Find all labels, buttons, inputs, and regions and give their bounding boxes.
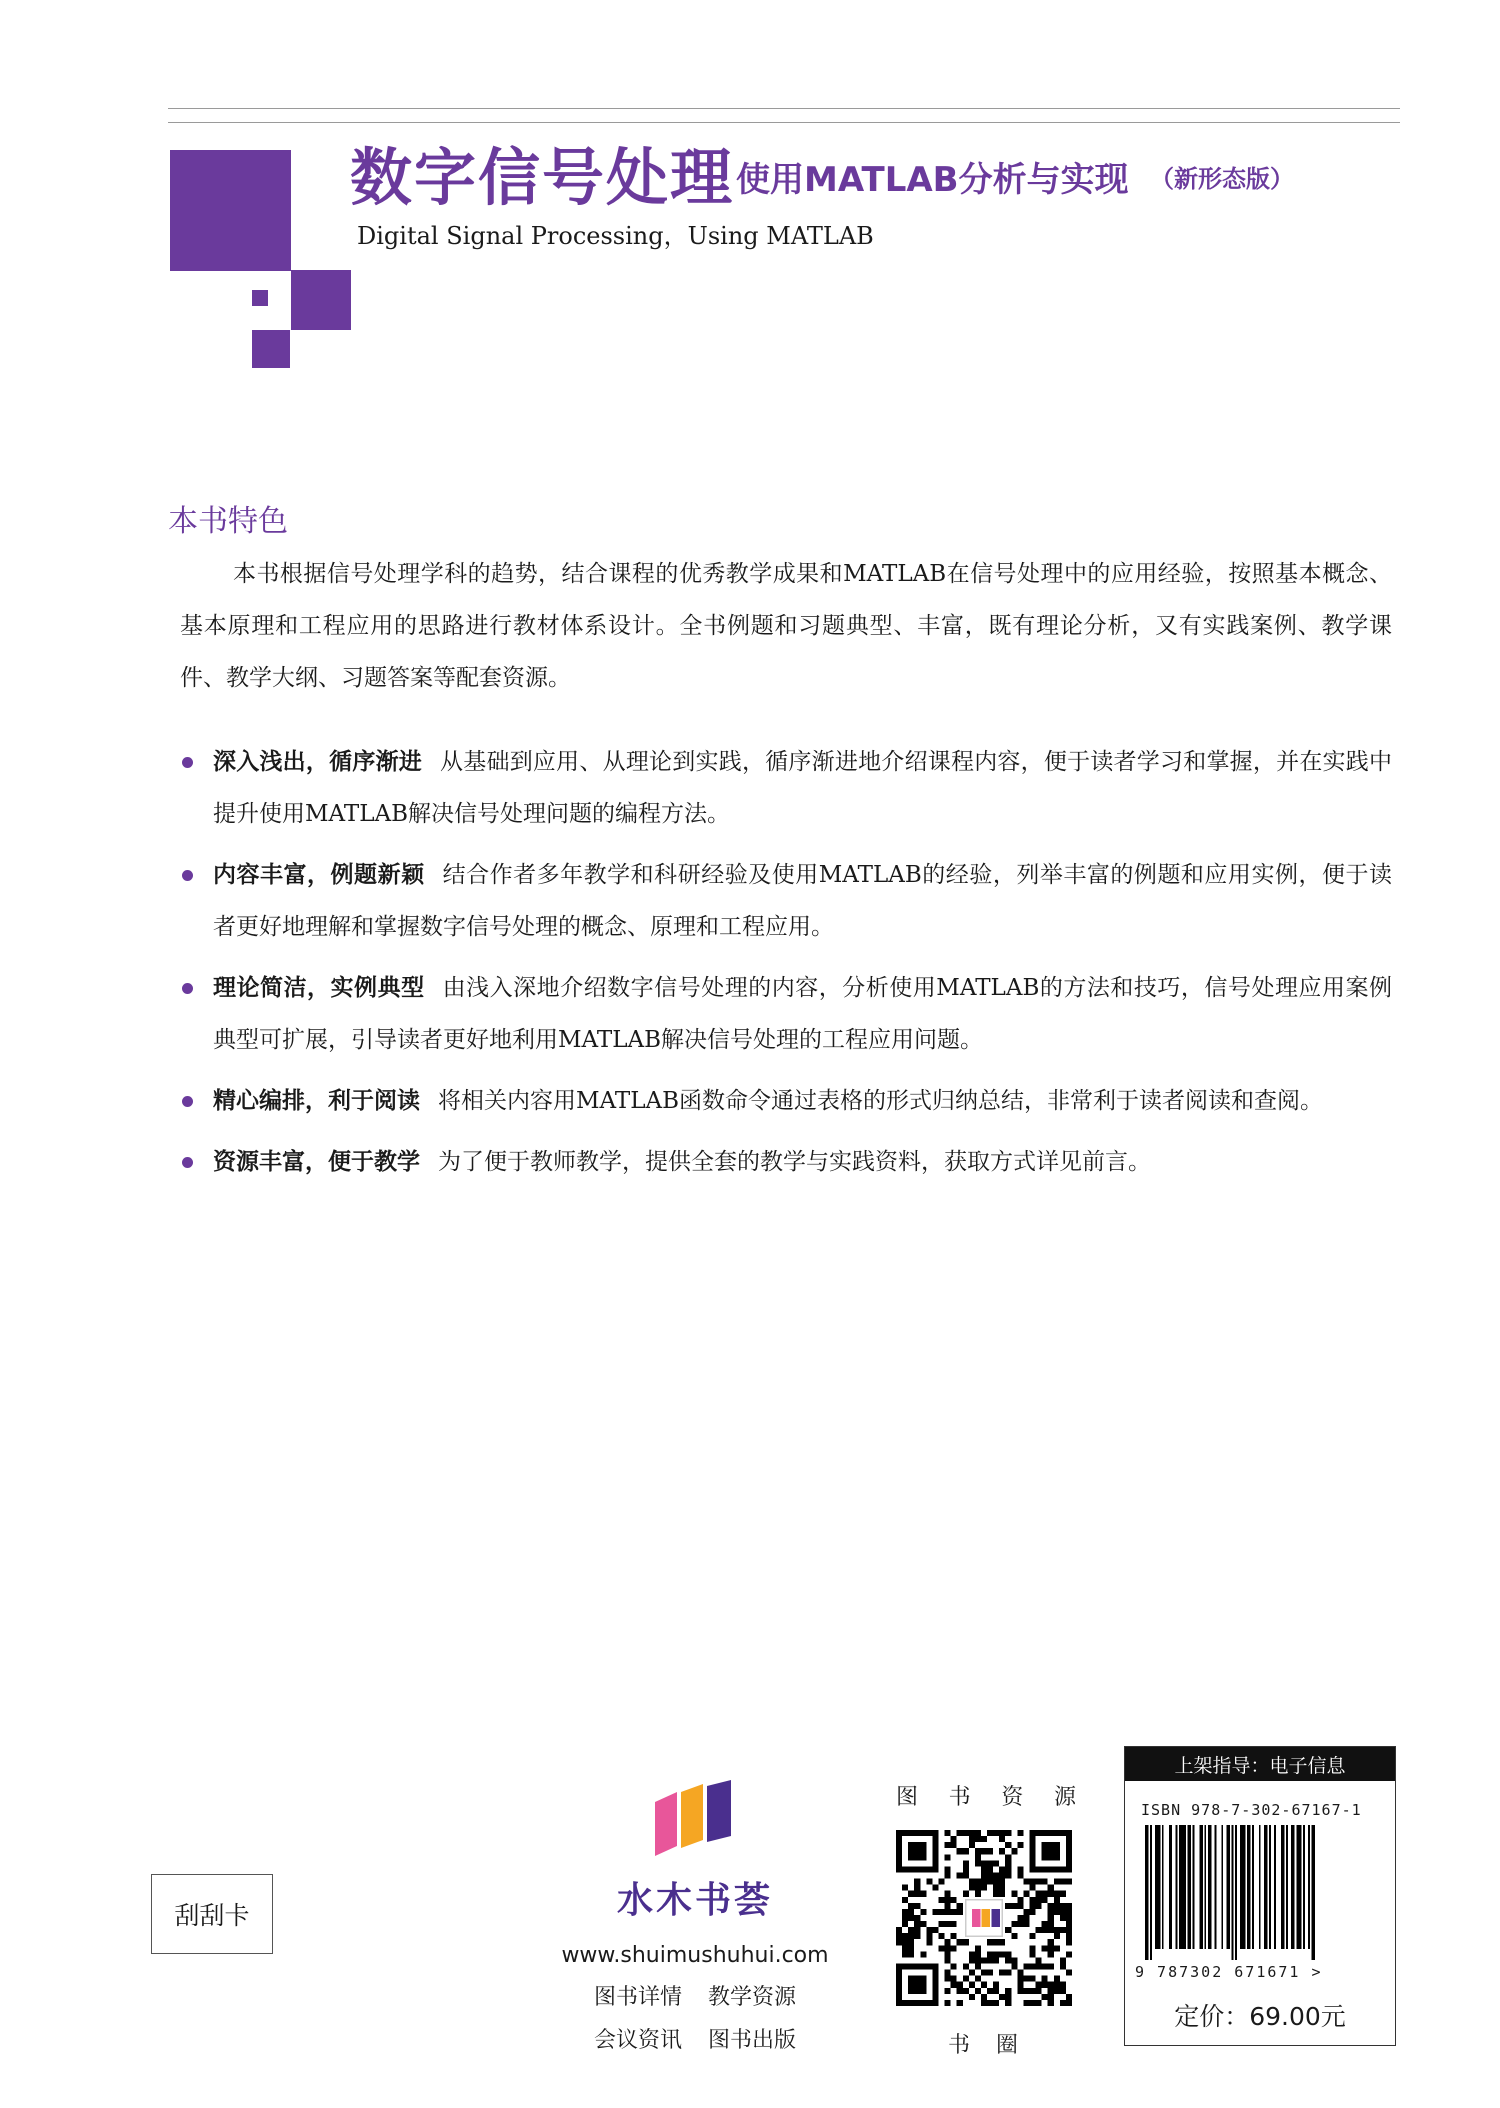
feature-item [180, 962, 1392, 1066]
book-subtitle: 使用MATLAB分析与实现 [736, 160, 1129, 200]
publisher-name: 水木书荟 [616, 1879, 773, 1921]
barcode-icon [1139, 1825, 1383, 1960]
link-book-details[interactable]: 图书详情 [593, 1985, 682, 2010]
shelving-category: 上架指导：电子信息 [1125, 1747, 1395, 1781]
feature-text: 将相关内容用MATLAB函数命令通过表格的形式归纳总结，非常利于读者阅读和查阅。 [438, 1088, 1324, 1114]
bullet-icon [182, 1096, 193, 1107]
feature-title: 资源丰富，便于教学 [213, 1149, 420, 1175]
top-rule-2 [168, 122, 1400, 123]
feature-title: 深入浅出，循序渐进 [213, 749, 423, 775]
book-title-english: Digital Signal Processing，Using MATLAB [357, 222, 874, 250]
deco-square-small [252, 290, 268, 306]
feature-title: 精心编排，利于阅读 [213, 1088, 420, 1114]
feature-item [180, 1136, 1392, 1188]
resources-title: 图 书 资 源 [896, 1785, 1076, 1810]
isbn-box [1124, 1746, 1396, 2046]
qr-code-icon[interactable] [896, 1830, 1072, 2006]
link-teaching-resources[interactable]: 教学资源 [708, 1985, 797, 2010]
book-title: 数字信号处理 [350, 141, 735, 214]
book-logo-icon [647, 1780, 743, 1862]
publisher-block [550, 1780, 840, 2054]
feature-text: 从基础到应用、从理论到实践，循序渐进地介绍课程内容，便于读者学习和掌握，并在实践中提升使用MATLAB解决信号处理问题的编程方法。 [213, 749, 1393, 827]
book-circle-label: 书 圈 [948, 2033, 1018, 2058]
feature-title: 内容丰富，例题新颖 [213, 862, 425, 888]
publisher-links-row-2 [550, 2023, 840, 2054]
scratch-card-label: 刮刮卡 [174, 1901, 250, 1930]
feature-list [180, 736, 1392, 1197]
feature-item [180, 1075, 1392, 1127]
top-rule-1 [168, 108, 1400, 109]
bullet-icon [182, 870, 193, 881]
publisher-url[interactable]: www.shuimushuhui.com [561, 1943, 829, 1968]
barcode-digits: 9 787302 671671 > [1135, 1963, 1323, 1981]
intro-paragraph: 本书根据信号处理学科的趋势，结合课程的优秀教学成果和MATLAB在信号处理中的应用经验，按照基本概念、基本原理和工程应用的思路进行教材体系设计。全书例题和习题典型、丰富，既有理论分析，又有实践案例、教学课件、教学大纲、习题答案等配套资源。 [180, 561, 1392, 691]
publisher-links-row-1 [550, 1980, 840, 2011]
feature-text: 为了便于教师教学，提供全套的教学与实践资料，获取方式详见前言。 [438, 1149, 1151, 1175]
isbn-code: ISBN 978-7-302-67167-1 [1141, 1801, 1362, 1819]
deco-square-large [170, 150, 291, 271]
feature-item [180, 849, 1392, 953]
bullet-icon [182, 757, 193, 768]
bullet-icon [182, 983, 193, 994]
feature-text: 结合作者多年教学和科研经验及使用MATLAB的经验，列举丰富的例题和应用实例，便于读者更好地理解和掌握数字信号处理的概念、原理和工程应用。 [213, 862, 1392, 940]
book-edition: （新形态版） [1150, 165, 1294, 193]
feature-title: 理论简洁，实例典型 [213, 975, 425, 1001]
link-conference-news[interactable]: 会议资讯 [593, 2028, 682, 2053]
section-heading: 本书特色 [168, 504, 288, 539]
bullet-icon [182, 1157, 193, 1168]
deco-square-bottom [252, 330, 290, 368]
link-book-publishing[interactable]: 图书出版 [708, 2028, 797, 2053]
scratch-card[interactable] [151, 1874, 273, 1954]
price: 定价：69.00元 [1174, 2002, 1346, 2031]
feature-text: 由浅入深地介绍数字信号处理的内容，分析使用MATLAB的方法和技巧，信号处理应用案例典型可扩展，引导读者更好地利用MATLAB解决信号处理的工程应用问题。 [213, 975, 1392, 1053]
deco-square-medium [291, 270, 351, 330]
feature-item [180, 736, 1392, 840]
